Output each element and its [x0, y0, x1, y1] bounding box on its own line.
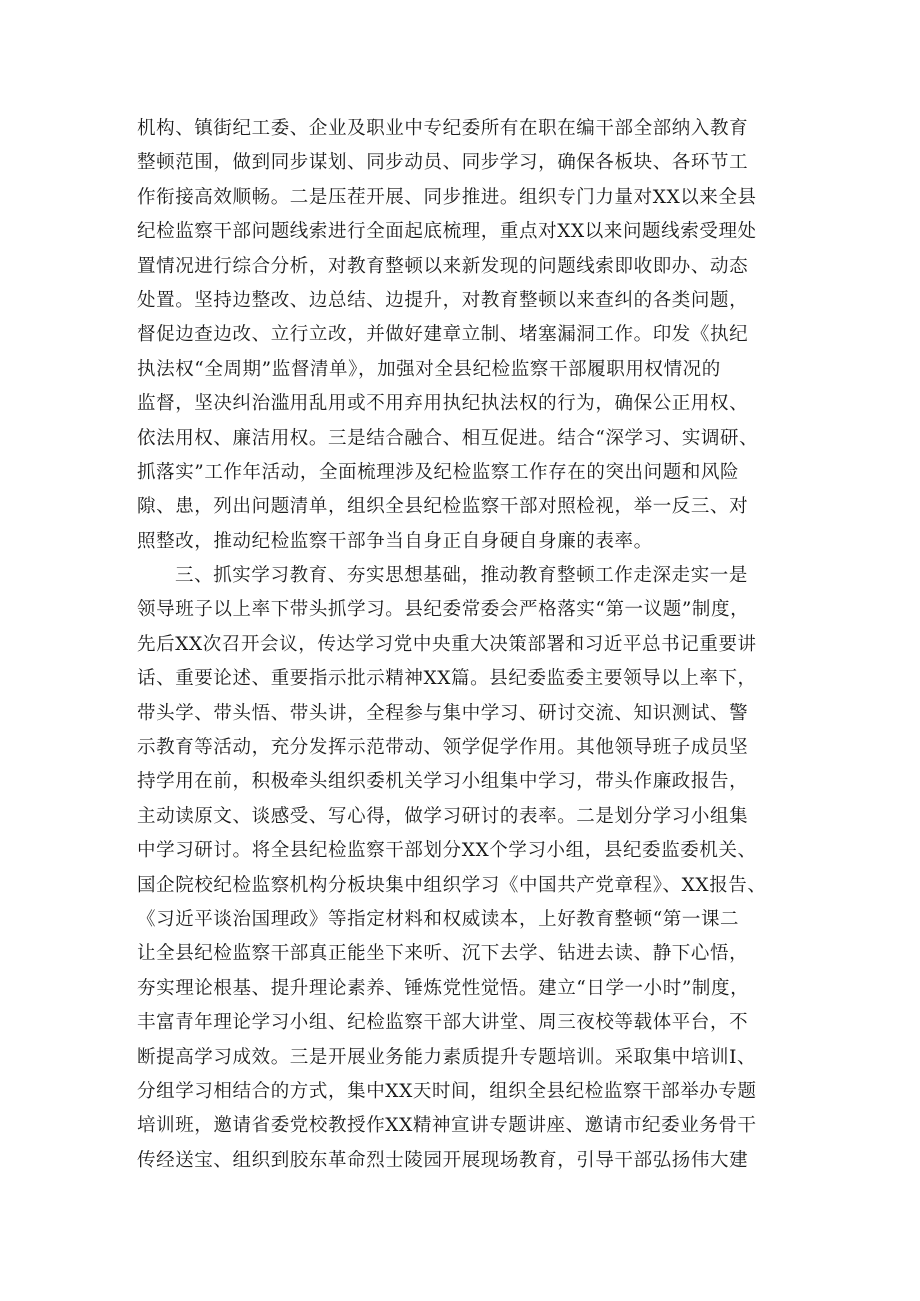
text-line: 隙、患，列出问题清单，组织全县纪检监察干部对照检视，举一反三、对 [137, 496, 749, 518]
text-line: 照整改，推动纪检监察干部争当自身正自身硬自身廉的表率。 [137, 530, 653, 552]
text-line: 机构、镇街纪工委、企业及职业中专纪委所有在职在编干部全部纳入教育 [137, 118, 749, 139]
text-line: 持学用在前，积极牵头组织委机关学习小组集中学习，带头作廉政报告， [137, 771, 749, 793]
text-line: 传经送宝、组织到胶东革命烈士陵园开展现场教育，引导干部弘扬伟大建 [137, 1149, 749, 1171]
text-line: 纪检监察干部问题线索进行全面起底梳理，重点对XX以来问题线索受理处 [137, 221, 757, 243]
text-line: 依法用权、廉洁用权。三是结合融合、相互促进。结合“深学习、实调研、 [137, 427, 759, 449]
text-line: 分组学习相结合的方式，集中XX天时间，组织全县纪检监察干部举办专题 [137, 1080, 757, 1102]
text-line: 培训班，邀请省委党校教授作XX精神宣讲专题讲座、邀请市纪委业务骨干 [137, 1115, 757, 1137]
text-line: 示教育等活动，充分发挥示范带动、领学促学作用。其他领导班子成员坚 [137, 737, 749, 759]
paragraph [137, 559, 797, 1178]
text-line: 带头学、带头悟、带头讲，全程参与集中学习、研讨交流、知识测试、警 [137, 702, 749, 724]
text-line: 主动读原文、谈感受、写心得，做学习研讨的表率。二是划分学习小组集 [137, 805, 749, 827]
text-line: 中学习研讨。将全县纪检监察干部划分XX个学习小组，县纪委监委机关、 [137, 840, 757, 862]
text-line: 《习近平谈治国理政》等指定材料和权威读本，上好教育整顿“第一课二 [137, 908, 740, 930]
text-line: 处置。坚持边整改、边总结、边提升，对教育整顿以来查纠的各类问题， [137, 289, 749, 311]
paragraph [137, 112, 797, 559]
text-line: 执法权“全周期”监督清单》，加强对全县纪检监察干部履职用权情况的 [137, 358, 721, 380]
text-line: 督促边查边改、立行立改，并做好建章立制、堵塞漏洞工作。印发《执纪 [137, 324, 749, 346]
document-body [137, 112, 797, 1178]
text-line: 三、抓实学习教育、夯实思想基础，推动教育整顿工作走深走实一是 [175, 565, 749, 587]
text-line: 国企院校纪检监察机构分板块集中组织学习《中国共产党章程》、XX报告、 [137, 874, 767, 896]
text-line: 断提高学习成效。三是开展业务能力素质提升专题培训。采取集中培训I、 [137, 1046, 757, 1068]
text-line: 丰富青年理论学习小组、纪检监察干部大讲堂、周三夜校等载体平台，不 [137, 1012, 749, 1034]
text-line: 让全县纪检监察干部真正能坐下来听、沉下去学、钻进去读、静下心悟， [137, 943, 749, 965]
text-line: 置情况进行综合分析，对教育整顿以来新发现的问题线索即收即办、动态 [137, 255, 749, 277]
text-line: 监督，坚决纠治滥用乱用或不用弃用执纪执法权的行为，确保公正用权、 [137, 393, 749, 415]
text-line: 整顿范围，做到同步谋划、同步动员、同步学习，确保各板块、各环节工 [137, 152, 749, 174]
text-line: 抓落实”工作年活动，全面梳理涉及纪检监察工作存在的突出问题和风险 [137, 461, 740, 483]
text-line: 领导班子以上率下带头抓学习。县纪委常委会严格落实“第一议题”制度， [137, 599, 750, 621]
text-line: 夯实理论根基、提升理论素养、锤炼党性觉悟。建立“日学一小时”制度， [137, 977, 750, 999]
text-line: 作衔接高效顺畅。二是压茬开展、同步推进。组织专门力量对XX以来全县 [137, 186, 757, 208]
text-line: 先后XX次召开会议，传达学习党中央重大决策部署和习近平总书记重要讲 [137, 633, 757, 655]
text-line: 话、重要论述、重要指示批示精神XX篇。县纪委监委主要领导以上率下， [137, 668, 757, 690]
